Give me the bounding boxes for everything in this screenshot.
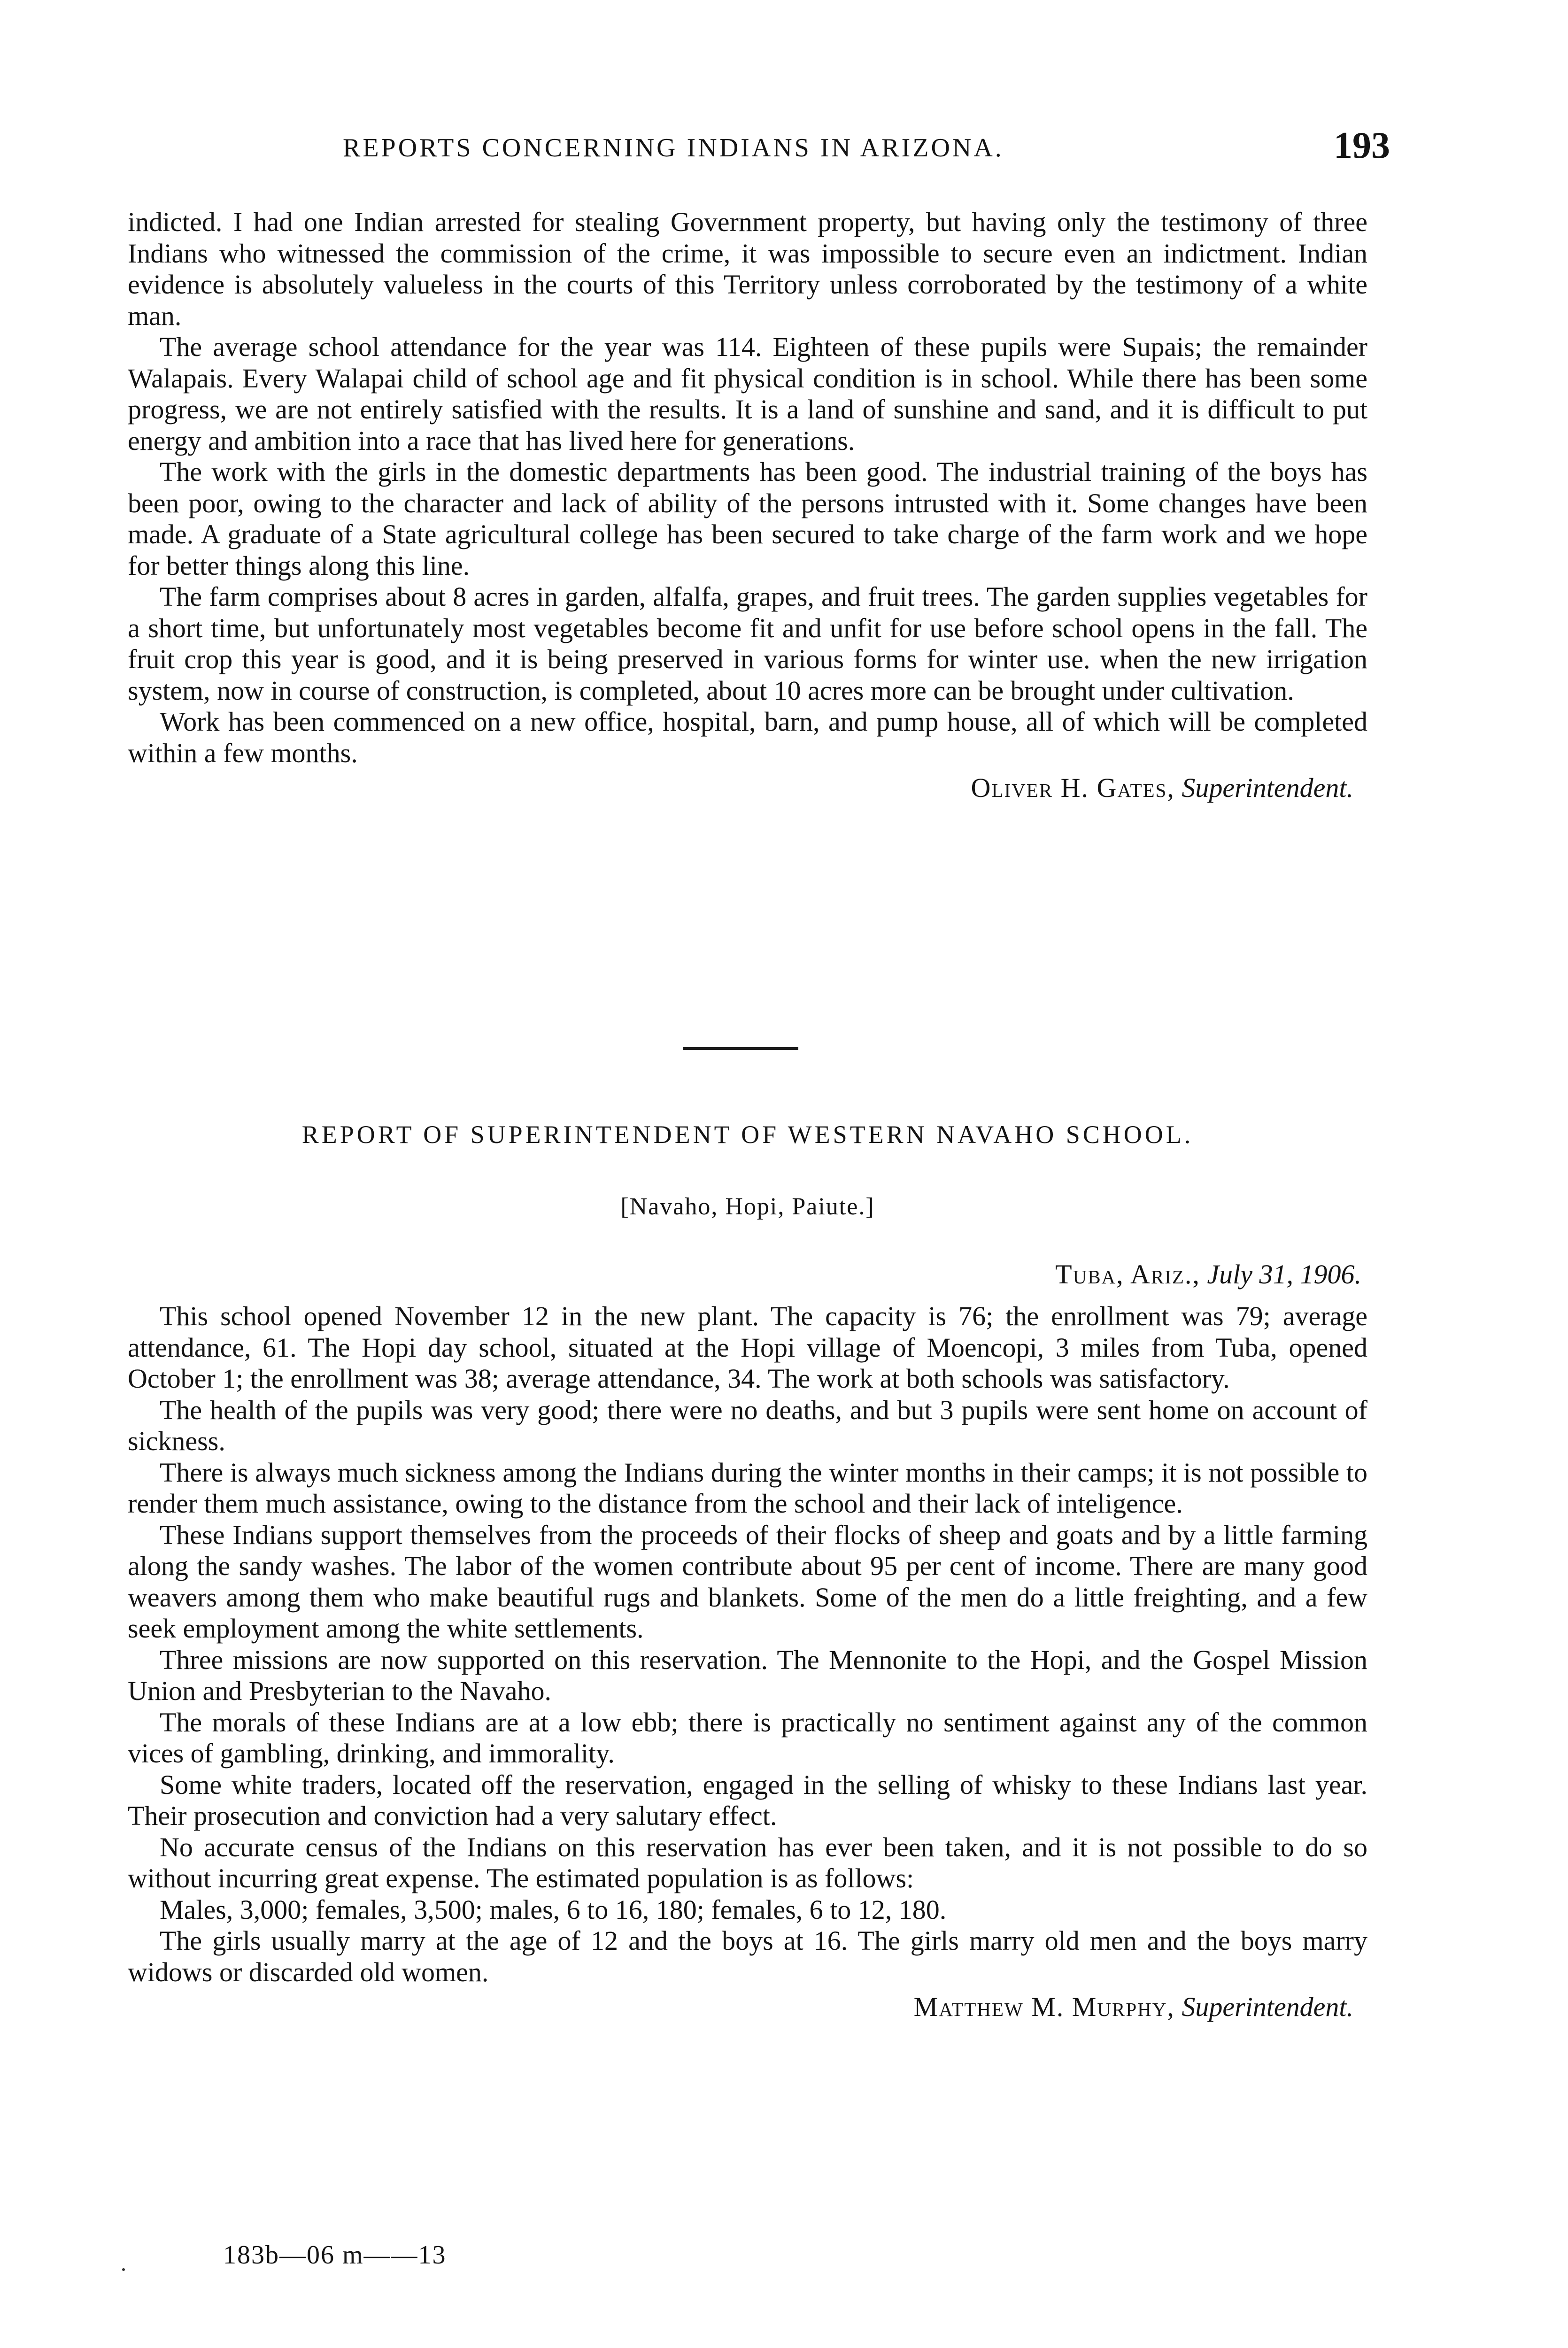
printer-signature-mark: 183b—06 m——13 — [223, 2240, 447, 2270]
paragraph: No accurate census of the Indians on this reservation has ever been taken, and it is not possible to do so without incurring great expense. The estimated population is as follows: — [128, 1831, 1367, 1893]
paragraph: Work has been commenced on a new office, hospital, barn, and pump house, all of which will be completed within a few months. — [128, 706, 1367, 768]
paragraph: Three missions are now supported on this reservation. The Mennonite to the Hopi, and the Gospel Mission Union and Presbyterian to the Navaho. — [128, 1644, 1367, 1706]
paragraph: The average school attendance for the year was 114. Eighteen of these pupils were Supais; the remainder Walapais. Every Walapai child of school age and fit physical condition is in school. While there has been some progress, we are not entirely satisfied with the results. It is a land of sunshine and sand, and it is difficult to put energy and ambition into a race that has lived here for generations. — [128, 332, 1367, 456]
paragraph: These Indians support themselves from the proceeds of their flocks of sheep and goats and by a little farming along the sandy washes. The labor of the women contribute about 95 per cent of income. There are many good weavers among them who make beautiful rugs and blankets. Some of the men do a little freighting, and a few seek employment among the white settlements. — [128, 1519, 1367, 1644]
paragraph: The girls usually marry at the age of 12 and the boys at 16. The girls marry old men and the boys marry widows or discarded old women. — [128, 1925, 1367, 1987]
dateline-place: Tuba, Ariz., — [1055, 1259, 1200, 1290]
signature-title: Superintendent. — [1182, 1992, 1353, 2022]
signature-gates — [128, 772, 1367, 804]
signature-name: Matthew M. Murphy, — [913, 1992, 1175, 2022]
signature-title: Superintendent. — [1182, 772, 1353, 803]
paragraph: Some white traders, located off the reservation, engaged in the selling of whisky to these Indians last year. Their prosecution and conviction had a very salutary effect. — [128, 1769, 1367, 1831]
tribes-subheading: [Navaho, Hopi, Paiute.] — [620, 1193, 875, 1220]
paragraph: The farm comprises about 8 acres in garden, alfalfa, grapes, and fruit trees. The garden supplies vegetables for a short time, but unfortunately most vegetables become fit and unfit for use before school opens in the fall. The fruit crop this year is good, and it is being preserved in various forms for winter use. when the new irrigation system, now in course of construction, is completed, about 10 acres more can be brought under cultivation. — [128, 581, 1367, 706]
paragraph: The health of the pupils was very good; there were no deaths, and but 3 pupils were sent home on account of sickness. — [128, 1394, 1367, 1456]
paragraph: Males, 3,000; females, 3,500; males, 6 to 16, 180; females, 6 to 12, 180. — [160, 1894, 947, 1925]
running-title: REPORTS CONCERNING INDIANS IN ARIZONA. — [343, 133, 1004, 162]
signature-murphy — [128, 1992, 1367, 2023]
page-number: 193 — [1334, 125, 1390, 166]
dateline — [1055, 1259, 1361, 1290]
dateline-date: July 31, 1906. — [1207, 1259, 1361, 1290]
report-gates-body — [128, 207, 1367, 804]
paragraph: This school opened November 12 in the new plant. The capacity is 76; the enrollment was 79; average attendance, 61. The Hopi day school, situated at the Hopi village of Moencopi, 3 miles from Tuba, opened October 1; the enrollment was 38; average attendance, 34. The work at both schools was satisfactory. — [128, 1301, 1367, 1394]
paragraph: There is always much sickness among the Indians during the winter months in their camps; it is not possible to render them much assistance, owing to the distance from the school and their lack of inteligence. — [128, 1457, 1367, 1519]
page-header — [329, 124, 1390, 167]
report-heading: REPORT OF SUPERINTENDENT OF WESTERN NAVAHO SCHOOL. — [301, 1120, 1194, 1149]
paragraph: The work with the girls in the domestic departments has been good. The industrial training of the boys has been poor, owing to the character and lack of ability of the persons intrusted with it. Some changes have been made. A graduate of a State agricultural college has been secured to take charge of the farm work and we hope for better things along this line. — [128, 456, 1367, 581]
print-speck — [122, 2268, 125, 2271]
section-divider — [683, 1047, 798, 1050]
paragraph: indicted. I had one Indian arrested for stealing Government property, but having only the testimony of three Indians who witnessed the commission of the crime, it was impossible to secure even an indictment. Indian evidence is absolutely valueless in the courts of this Territory unless corroborated by the testimony of a white man. — [128, 207, 1367, 331]
paragraph: The morals of these Indians are at a low ebb; there is practically no sentiment against any of the common vices of gambling, drinking, and immorality. — [128, 1707, 1367, 1769]
signature-name: Oliver H. Gates, — [971, 772, 1175, 803]
report-navaho-body — [128, 1301, 1367, 2023]
